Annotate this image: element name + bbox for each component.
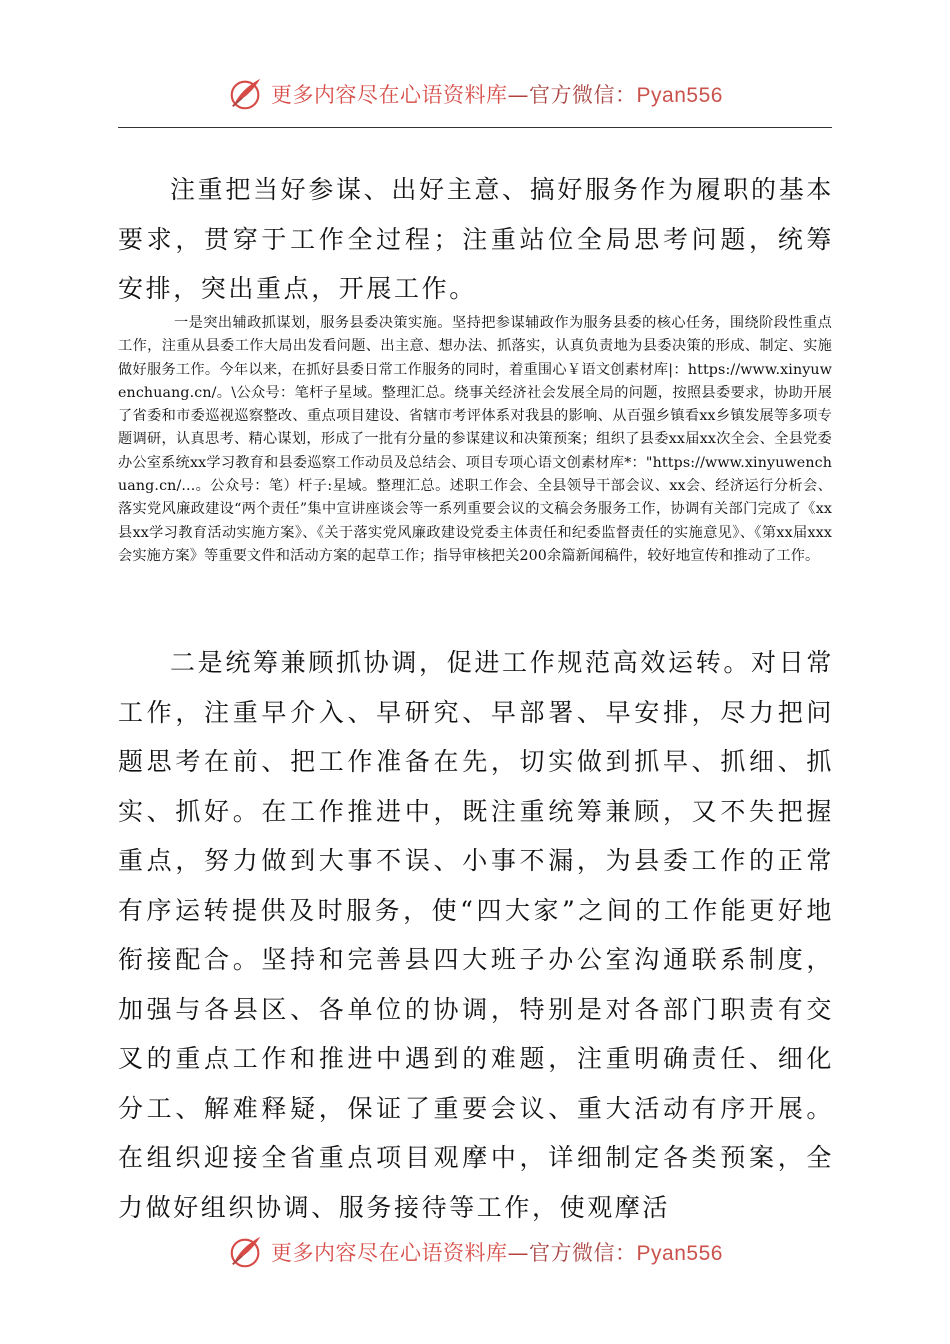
banner-separator: — — [507, 83, 530, 107]
banner-site-name: 更多内容尽在心语资料库 — [271, 1241, 508, 1265]
feather-circle-logo-icon — [227, 75, 265, 113]
header-watermark-banner — [0, 72, 950, 116]
intro-paragraph: 注重把当好参谋、出好主意、搞好服务作为履职的基本要求，贯穿于工作全过程；注重站位全局思考问题，统筹安排，突出重点，开展工作。 — [118, 175, 834, 303]
banner-separator: — — [507, 1241, 530, 1265]
banner-wechat-label: 官方微信： — [529, 83, 637, 107]
section-two-paragraph: 二是统筹兼顾抓协调，促进工作规范高效运转。对日常工作，注重早介入、早研究、早部署、早安排，尽力把问题思考在前、把工作准备在先，切实做到抓早、抓细、抓实、抓好。在工作推进中，既注重统筹兼顾，又不失把握重点，努力做到大事不误、小事不漏，为县委工作的正常有序运转提供及时服务，使“四大家”之间的工作能更好地衔接配合。坚持和完善县四大班子办公室沟通联系制度，加强与各县区、各单位的协调，特别是对各部门职责有交叉的重点工作和推进中遇到的难题，注重明确责任、细化分工、解难释疑，保证了重要会议、重大活动有序开展。在组织迎接全省重点项目观摩中，详细制定各类预案，全力做好组织协调、服务接待等工作，使观摩活 — [118, 648, 834, 1222]
section-one-paragraph: 一是突出辅政抓谋划，服务县委决策实施。坚持把参谋辅政作为服务县委的核心任务，围绕阶段性重点工作，注重从县委工作大局出发看问题、出主意、想办法、抓落实，认真负责地为县委决策的形成、制定、实施做好服务工作。今年以来，在抓好县委日常工作服务的同时，着重围心￥语文创素材库|：https://www.xinyuwenchuang.cn/。\公众号：笔杆子星域。整理汇总。绕事关经济社会发展全局的问题，按照县委要求，协助开展了省委和市委巡视巡察整改、重点项目建设、省辖市考评体系对我县的影响、从百强乡镇看xx乡镇发展等多项专题调研，认真思考、精心谋划，形成了一批有分量的参谋建议和决策预案；组织了县委xx届xx次全会、全县党委办公室系统xx学习教育和县委巡察工作动员及总结会、项目专项心语文创素材库*："https://www.xinyuwenchuang.cn/...。公众号：笔）杆子:星域。整理汇总。述职工作会、全县领导干部会议、xx会、经济运行分析会、落实党风廉政建设“两个责任”集中宣讲座谈会等一系列重要会议的文稿会务服务工作，协调有关部门完成了《xx县xx学习教育活动实施方案》、《关于落实党风廉政建设党委主体责任和纪委监督责任的实施意见》、《第xx届xxx会实施方案》等重要文件和活动方案的起草工作；指导审核把关200余篇新闻稿件，较好地宣传和推动了工作。 — [118, 315, 832, 564]
banner-site-name: 更多内容尽在心语资料库 — [271, 83, 508, 107]
footer-watermark-banner — [0, 1230, 950, 1274]
banner-wechat-id: Pyan556 — [636, 84, 723, 107]
header-divider — [118, 127, 832, 128]
banner-wechat-id: Pyan556 — [636, 1242, 723, 1265]
banner-wechat-label: 官方微信： — [529, 1241, 637, 1265]
feather-circle-logo-icon — [227, 1233, 265, 1271]
